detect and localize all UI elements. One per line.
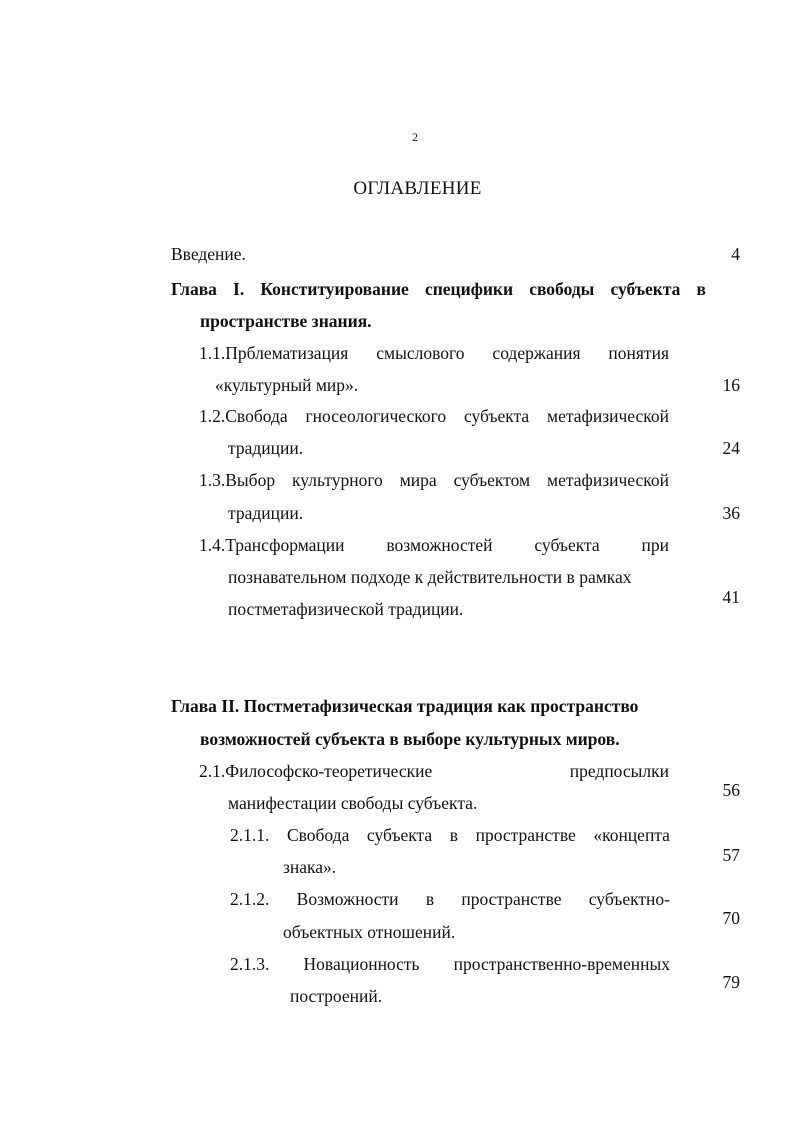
toc-section-1-2-cont: традиции. (228, 438, 304, 458)
toc-section-1-4-cont2: постметафизической традиции. (228, 599, 464, 619)
toc-section-2-1-cont: манифестации свободы субъекта. (228, 793, 478, 813)
toc-intro-label: Введение. (171, 244, 246, 264)
toc-intro-page: 4 (731, 244, 740, 264)
toc-section-2-1-2-cont: объектных отношений. (283, 922, 456, 942)
toc-section-1-1-cont: «культурный мир». (215, 375, 359, 395)
toc-section-2-1: 2.1.Философско-теоретические предпосылки (199, 761, 669, 781)
toc-section-2-1-2: 2.1.2. Возможности в пространстве субъектно- (230, 889, 670, 909)
page-title: ОГЛАВЛЕНИЕ (353, 178, 482, 199)
toc-section-1-4-page: 41 (722, 587, 740, 607)
toc-section-1-1: 1.1.Прблематизация смыслового содержания понятия (199, 343, 669, 363)
toc-section-1-2: 1.2.Свобода гносеологического субъекта метафизической (199, 406, 669, 426)
toc-section-2-1-3: 2.1.3. Новационность пространственно-временных (230, 954, 670, 974)
toc-section-1-1-page: 16 (722, 375, 740, 395)
toc-section-2-1-1-cont: знака». (283, 857, 337, 877)
chapter-1-heading: Глава I. Конституирование специфики свободы субъекта в (171, 279, 706, 299)
chapter-2-heading: Глава II. Постметафизическая традиция как пространство (171, 696, 639, 716)
toc-section-2-1-1-page: 57 (722, 845, 740, 865)
toc-section-2-1-2-page: 70 (722, 908, 740, 928)
toc-section-2-1-3-cont: построений. (290, 986, 383, 1006)
toc-section-1-4: 1.4.Трансформации возможностей субъекта при (199, 535, 669, 555)
toc-section-2-1-3-page: 79 (722, 972, 740, 992)
toc-section-2-1-page: 56 (722, 780, 740, 800)
toc-section-2-1-1: 2.1.1. Свобода субъекта в пространстве «концепта (230, 825, 670, 845)
toc-section-1-2-page: 24 (722, 438, 740, 458)
toc-section-1-3: 1.3.Выбор культурного мира субъектом метафизической (199, 470, 669, 490)
toc-section-1-3-cont: традиции. (228, 503, 304, 523)
chapter-2-heading-cont: возможностей субъекта в выборе культурных миров. (200, 729, 620, 749)
toc-section-1-3-page: 36 (722, 503, 740, 523)
page-number: 2 (412, 130, 418, 144)
toc-section-1-4-cont: познавательном подходе к действительности в рамках (228, 567, 632, 587)
chapter-1-heading-cont: пространстве знания. (200, 311, 372, 331)
